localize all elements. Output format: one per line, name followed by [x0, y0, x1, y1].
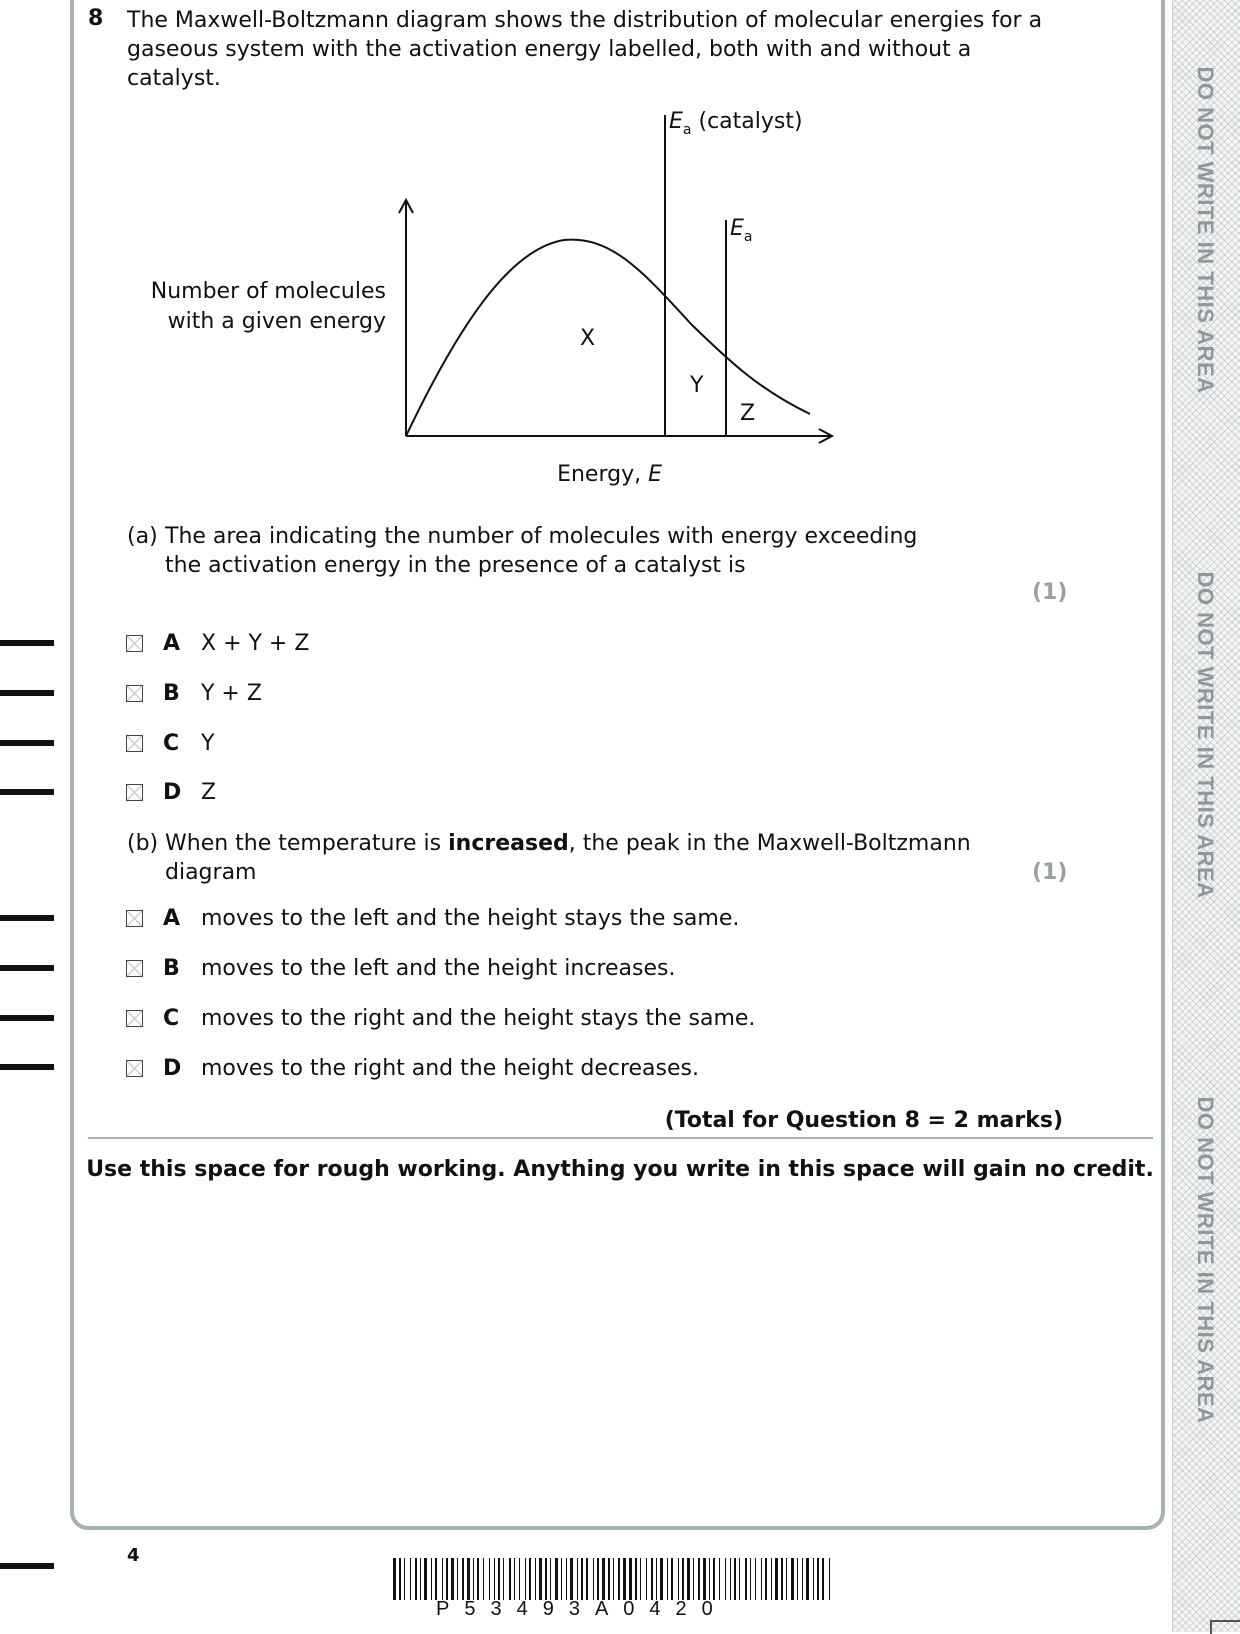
barcode-bar — [529, 1558, 531, 1600]
barcode-bar — [623, 1558, 626, 1600]
option-text: moves to the right and the height stays the same. — [201, 1005, 756, 1031]
divider — [88, 1137, 1153, 1139]
barcode-bar — [750, 1558, 751, 1600]
timing-mark — [0, 965, 54, 971]
rough-working-notice: Use this space for rough working. Anything you write in this space will gain no credit. — [86, 1157, 1154, 1182]
barcode-bar — [424, 1558, 427, 1600]
barcode-bar — [822, 1558, 824, 1600]
barcode-bar — [457, 1558, 458, 1600]
barcode-bar — [813, 1558, 814, 1600]
y-axis-label-line2: with a given energy — [167, 309, 386, 334]
barcode-bar — [640, 1558, 641, 1600]
barcode-bar — [593, 1558, 594, 1600]
barcode-bar — [435, 1558, 437, 1600]
option-letter: B — [163, 680, 180, 706]
barcode-bar — [535, 1558, 536, 1600]
barcode-bar — [709, 1558, 710, 1600]
barcode-bar — [775, 1558, 778, 1600]
barcode-bar — [797, 1558, 798, 1600]
option-text: moves to the left and the height increases. — [201, 955, 676, 981]
barcode-bar — [586, 1558, 588, 1600]
question-total: (Total for Question 8 = 2 marks) — [664, 1108, 1063, 1133]
barcode-bar — [698, 1558, 700, 1600]
part-a-option-a[interactable] — [126, 629, 309, 657]
barcode-bar — [802, 1558, 803, 1600]
barcode-bar — [703, 1558, 706, 1600]
barcode-bar — [613, 1558, 614, 1600]
barcode-text: P53493A0420 — [436, 1598, 728, 1620]
barcode-bar — [765, 1558, 767, 1600]
barcode-bar — [483, 1558, 484, 1600]
barcode-bar — [399, 1558, 401, 1600]
barcode-bar — [514, 1558, 515, 1600]
part-b-label: (b) — [127, 831, 159, 856]
option-letter: B — [163, 955, 180, 981]
barcode-bar — [713, 1558, 715, 1600]
barcode-bar — [687, 1558, 690, 1600]
barcode-bar — [618, 1558, 620, 1600]
checkbox[interactable] — [126, 960, 143, 977]
timing-mark — [0, 1563, 54, 1569]
option-text: X + Y + Z — [201, 630, 310, 656]
barcode-bar — [781, 1558, 783, 1600]
barcode-bar — [651, 1558, 653, 1600]
timing-mark — [0, 1015, 54, 1021]
barcode-bar — [462, 1558, 464, 1600]
checkbox[interactable] — [126, 1060, 143, 1077]
barcode-bar — [431, 1558, 432, 1600]
barcode-bar — [829, 1558, 830, 1600]
barcode-bar — [519, 1558, 520, 1600]
barcode-bar — [442, 1558, 443, 1600]
part-a-option-d[interactable] — [126, 778, 216, 806]
barcode-bar — [791, 1558, 794, 1600]
barcode-bar — [817, 1558, 819, 1600]
option-letter: D — [163, 779, 182, 805]
barcode-bar — [498, 1558, 500, 1600]
part-a-text: The area indicating the number of molecules with energy exceeding the activation energy in the presence of a catalyst is — [165, 524, 918, 578]
x-axis-label-text: Energy, E — [557, 462, 662, 487]
timing-mark — [0, 789, 54, 795]
part-b-option-c[interactable] — [126, 1004, 755, 1032]
timing-mark — [0, 640, 54, 646]
barcode-bar — [739, 1558, 740, 1600]
part-a-label: (a) — [127, 524, 158, 549]
barcode-bar — [415, 1558, 417, 1600]
barcode-bar — [489, 1558, 490, 1600]
checkbox[interactable] — [126, 735, 143, 752]
barcode-bar — [693, 1558, 694, 1600]
region-x-label: X — [580, 326, 596, 351]
barcode-bar — [660, 1558, 663, 1600]
barcode-bar — [761, 1558, 762, 1600]
part-a-option-c[interactable] — [126, 729, 214, 757]
option-letter: D — [163, 1055, 182, 1081]
barcode-bar — [446, 1558, 448, 1600]
barcode-bar — [404, 1558, 405, 1600]
barcode-bar — [525, 1558, 526, 1600]
barcode-bar — [503, 1558, 504, 1600]
barcode-bar — [420, 1558, 421, 1600]
question-stem: The Maxwell-Boltzmann diagram shows the distribution of molecular energies for a gaseous system with the activation energy labelled, both with and without a catalyst. — [127, 8, 1043, 91]
part-b-text: When the temperature is increased, the peak in the Maxwell-Boltzmann diagram — [165, 831, 971, 885]
barcode-bar — [646, 1558, 647, 1600]
barcode-bar — [725, 1558, 726, 1600]
option-text: Z — [201, 779, 217, 805]
barcode-bar — [786, 1558, 787, 1600]
barcode-bar — [545, 1558, 547, 1600]
barcode-bar — [719, 1558, 720, 1600]
region-y-label: Y — [690, 373, 704, 398]
barcode-bar — [682, 1558, 684, 1600]
barcode-bar — [555, 1558, 558, 1600]
page-number: 4 — [127, 1545, 140, 1566]
barcode-bar — [570, 1558, 573, 1600]
barcode-bar — [561, 1558, 562, 1600]
option-text: moves to the left and the height stays the same. — [201, 905, 740, 931]
part-b-option-a[interactable] — [126, 904, 739, 932]
barcode-bar — [473, 1558, 474, 1600]
barcode-bar — [671, 1558, 673, 1600]
part-b-option-b[interactable] — [126, 954, 675, 982]
timing-mark — [0, 740, 54, 746]
ea-catalyst-label: $E_a$ (catalyst) — [669, 109, 803, 138]
part-a-marks: (1) — [1032, 580, 1068, 605]
option-letter: A — [163, 630, 181, 656]
barcode-bar — [771, 1558, 772, 1600]
barcode-bar — [629, 1558, 632, 1600]
maxwell-boltzmann-diagram — [140, 100, 860, 490]
option-letter: A — [163, 905, 181, 931]
timing-mark — [0, 690, 54, 696]
question-number: 8 — [88, 6, 104, 31]
barcode-bar — [678, 1558, 679, 1600]
barcode-bar — [410, 1558, 411, 1600]
barcode-bar — [755, 1558, 756, 1600]
y-axis-label-line1: Number of molecules — [150, 279, 386, 304]
option-text: moves to the right and the height decreases. — [201, 1055, 699, 1081]
barcode-bar — [550, 1558, 551, 1600]
region-z-label: Z — [740, 401, 756, 426]
part-a-option-b[interactable] — [126, 679, 262, 707]
barcode-bar — [745, 1558, 747, 1600]
barcode-bar — [656, 1558, 657, 1600]
barcode-bar — [477, 1558, 479, 1600]
timing-mark — [0, 915, 54, 921]
barcode-bar — [608, 1558, 610, 1600]
barcode-bar — [393, 1558, 396, 1600]
timing-mark — [0, 1064, 54, 1070]
barcode-bar — [730, 1558, 731, 1600]
barcode-bar — [667, 1558, 668, 1600]
option-text: Y + Z — [201, 680, 262, 706]
checkbox[interactable] — [126, 635, 143, 652]
part-b-option-d[interactable] — [126, 1054, 699, 1082]
part-b-marks: (1) — [1032, 860, 1068, 885]
barcode-bar — [509, 1558, 511, 1600]
ea-label: $E_a$ — [730, 216, 753, 245]
barcode-bar — [494, 1558, 495, 1600]
barcode-bar — [597, 1558, 599, 1600]
barcode-bar — [602, 1558, 605, 1600]
checkbox[interactable] — [126, 1010, 143, 1027]
checkbox[interactable] — [126, 910, 143, 927]
barcode-bar — [581, 1558, 583, 1600]
option-letter: C — [163, 730, 180, 756]
option-text: Y — [201, 730, 215, 756]
barcode-bar — [806, 1558, 809, 1600]
barcode-bar — [467, 1558, 470, 1600]
checkbox[interactable] — [126, 685, 143, 702]
barcode-bar — [566, 1558, 567, 1600]
barcode-bar — [539, 1558, 542, 1600]
barcode-bar — [734, 1558, 736, 1600]
barcode-bar — [451, 1558, 454, 1600]
barcode-bar — [577, 1558, 578, 1600]
checkbox[interactable] — [126, 784, 143, 801]
option-letter: C — [163, 1005, 180, 1031]
barcode-bar — [635, 1558, 637, 1600]
